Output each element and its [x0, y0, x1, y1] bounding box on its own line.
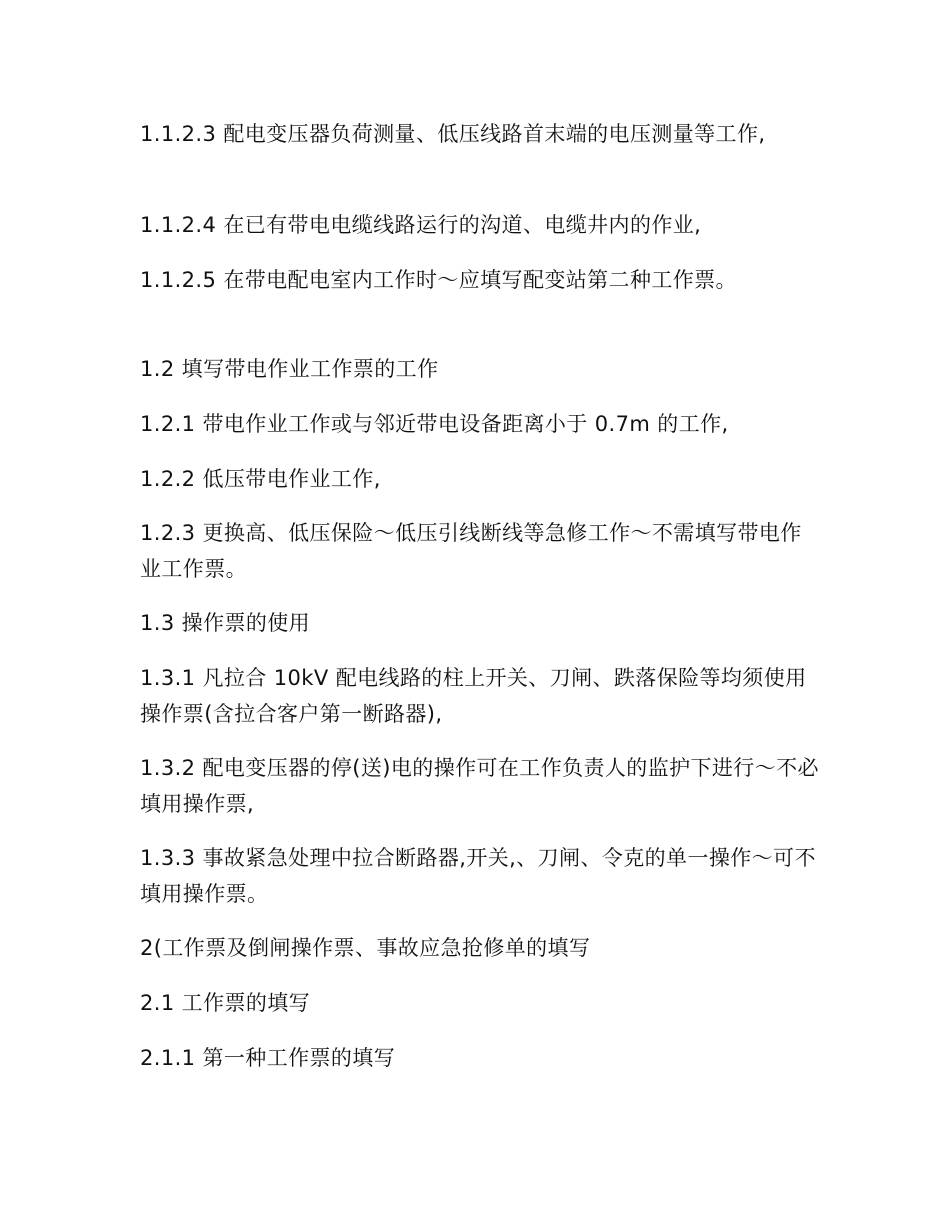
- paragraph-1-1-2-4: 1.1.2.4 在已有带电电缆线路运行的沟道、电缆井内的作业,: [140, 213, 702, 237]
- paragraph-1-1-2-5: 1.1.2.5 在带电配电室内工作时～应填写配变站第二种工作票。: [140, 268, 737, 292]
- heading-2-1-1: 2.1.1 第一种工作票的填写: [140, 1046, 396, 1070]
- heading-2: 2(工作票及倒闸操作票、事故应急抢修单的填写: [140, 936, 591, 960]
- paragraph-1-2-2: 1.2.2 低压带电作业工作,: [140, 467, 381, 491]
- heading-1-2: 1.2 填写带电作业工作票的工作: [140, 357, 439, 381]
- paragraph-1-3-2: 1.3.2 配电变压器的停(送)电的操作可在工作负责人的监护下进行～不必填用操作票,: [140, 756, 819, 816]
- paragraph-1-2-1: 1.2.1 带电作业工作或与邻近带电设备距离小于 0.7m 的工作,: [140, 412, 729, 436]
- heading-1-3: 1.3 操作票的使用: [140, 611, 311, 635]
- heading-2-1: 2.1 工作票的填写: [140, 991, 311, 1015]
- paragraph-1-2-3: 1.2.3 更换高、低压保险～低压引线断线等急修工作～不需填写带电作业工作票。: [140, 521, 802, 581]
- paragraph-1-3-1: 1.3.1 凡拉合 10kV 配电线路的柱上开关、刀闸、跌落保险等均须使用操作票(含拉合客户第一断路器),: [140, 666, 807, 726]
- paragraph-1-1-2-3: 1.1.2.3 配电变压器负荷测量、低压线路首末端的电压测量等工作,: [140, 122, 766, 146]
- paragraph-1-3-3: 1.3.3 事故紧急处理中拉合断路器,开关,、刀闸、令克的单一操作～可不填用操作票。: [140, 846, 816, 906]
